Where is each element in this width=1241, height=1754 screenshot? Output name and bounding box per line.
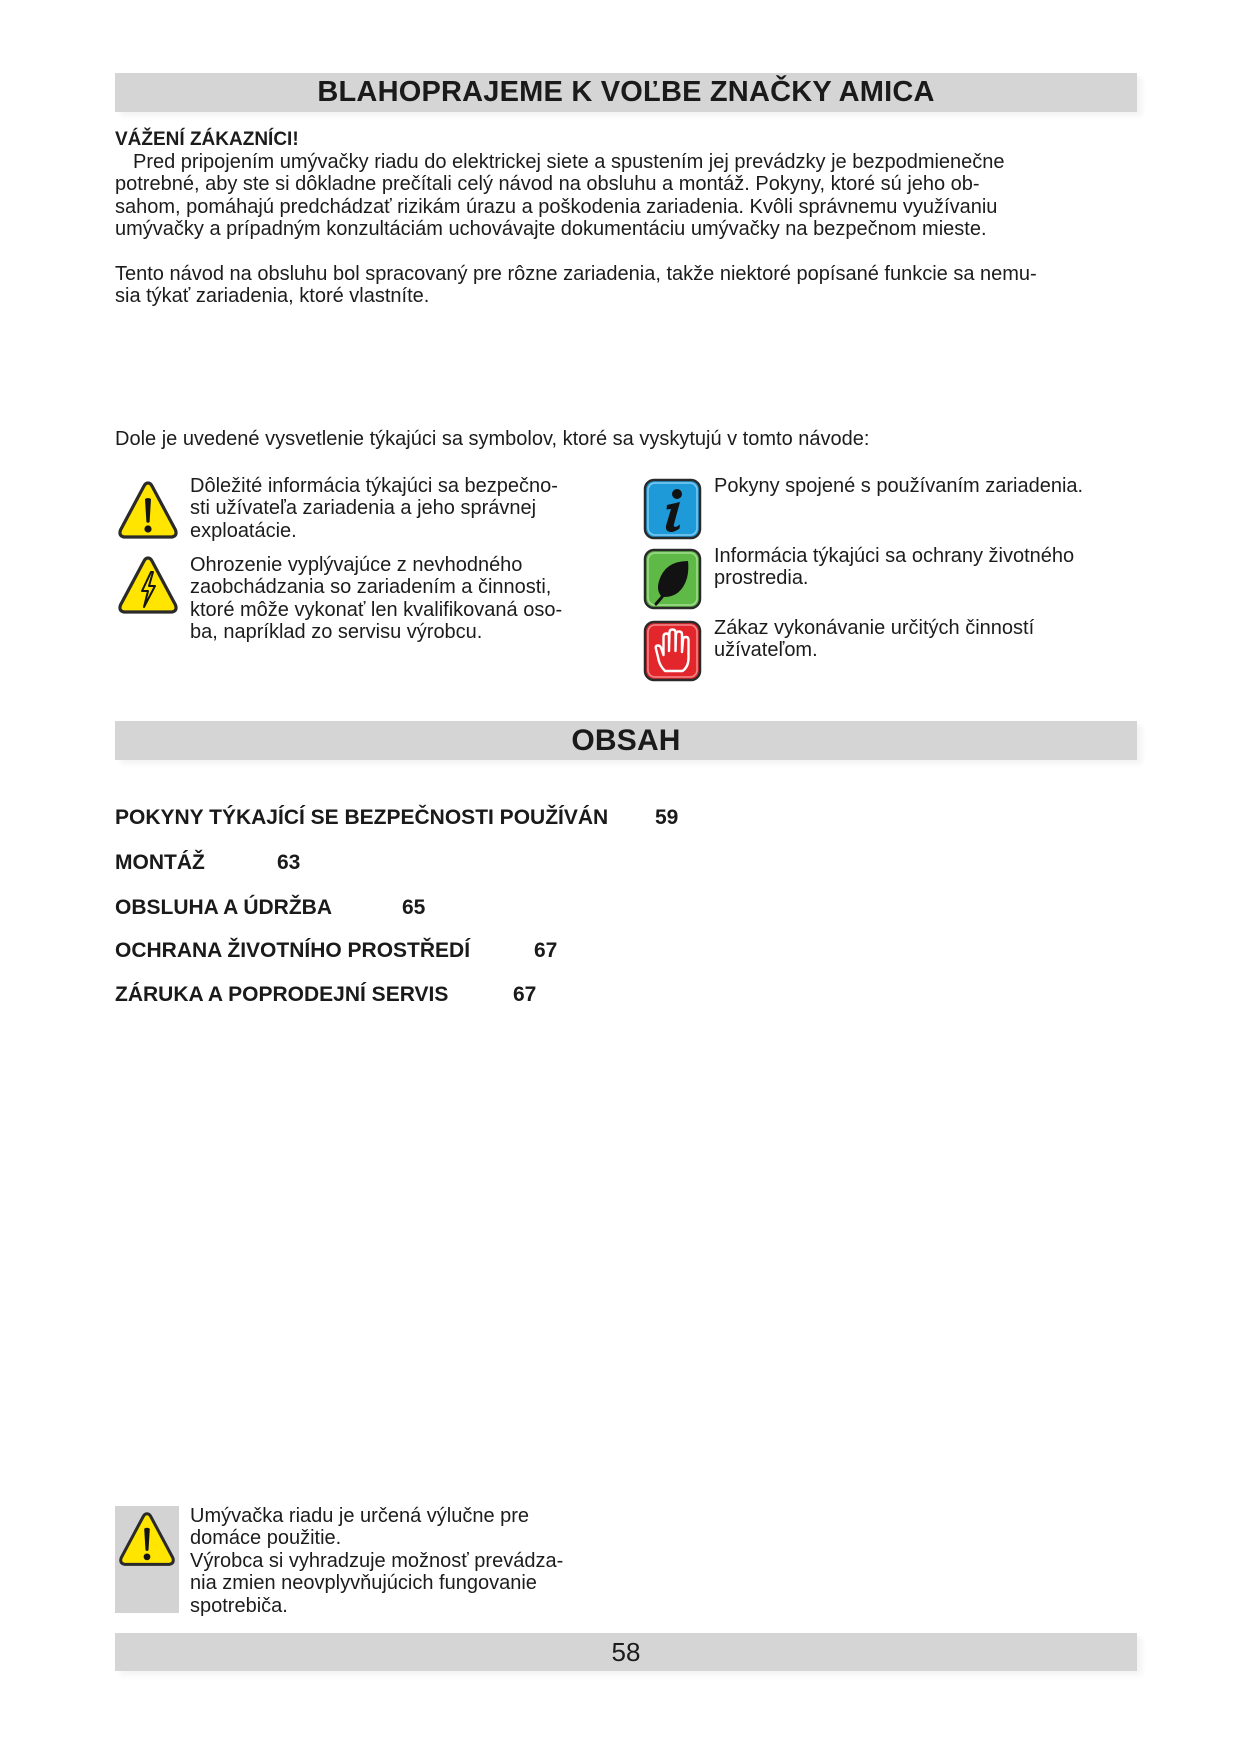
paragraph-line: umývačky a prípadným konzultáciám uchovávajte dokumentáciu umývačky na bezpečnom mieste.: [115, 218, 987, 241]
toc-item-label: POKYNY TÝKAJÍCÍ SE BEZPEČNOSTI POUŽÍVÁN: [115, 806, 609, 829]
note-line: Umývačka riadu je určená výlučne pre: [190, 1505, 530, 1527]
note-text: [190, 1505, 563, 1617]
symbol-description-usage: [714, 475, 1083, 497]
note-line: spotrebiča.: [190, 1594, 288, 1617]
symbol-line: Ohrozenie vyplývajúce z nevhodného: [190, 554, 523, 576]
symbol-line: prostredia.: [714, 567, 809, 590]
page-number: 58: [611, 1637, 641, 1667]
warning-icon: [117, 478, 179, 542]
note-line: nia zmien neovplyvňujúcich fungovanie: [190, 1572, 537, 1595]
header-bar: [115, 73, 1137, 112]
paragraph-line: potrebné, aby ste si dôkladne prečítali celý návod na obsluhu a montáž. Pokyny, ktoré sú jeho ob-: [115, 173, 980, 196]
toc-item-label: ZÁRUKA A POPRODEJNÍ SERVIS: [115, 983, 449, 1006]
page-title: BLAHOPRAJEME K VOĽBE ZNAČKY AMICA: [317, 76, 935, 108]
contents-bar: [115, 721, 1137, 760]
warning-icon: [116, 1509, 178, 1569]
toc-item-page: 59: [655, 806, 679, 829]
symbol-line: Pokyny spojené s používaním zariadenia.: [714, 475, 1084, 497]
electric-hazard-icon: [117, 553, 179, 617]
symbol-line: Dôležité informácia týkajúci sa bezpečno-: [190, 475, 558, 497]
toc-item-label: OBSLUHA A ÚDRŽBA: [115, 896, 332, 919]
symbol-line: exploatácie.: [190, 519, 297, 542]
toc-item-page: 65: [402, 896, 426, 919]
intro-paragraph: [115, 151, 1005, 241]
symbol-description-environment: [714, 545, 1074, 590]
note-line: domáce použitie.: [190, 1527, 342, 1550]
toc-item-page: 67: [513, 983, 537, 1006]
symbol-line: užívateľom.: [714, 639, 818, 662]
paragraph-line: sia týkať zariadenia, ktoré vlastníte.: [115, 285, 430, 308]
symbol-line: Zákaz vykonávanie určitých činností: [714, 617, 1035, 639]
note-icon-box: [115, 1506, 179, 1613]
paragraph-line: Tento návod na obsluhu bol spracovaný pre rôzne zariadenia, takže niektoré popísané funkcie sa nemu-: [115, 263, 1037, 285]
toc-item-label: OCHRANA ŽIVOTNÍHO PROSTŘEDÍ: [115, 939, 471, 962]
symbol-line: zaobchádzania so zariadením a činnosti,: [190, 576, 552, 599]
disclaimer-paragraph: [115, 263, 1037, 308]
stop-hand-icon: [643, 620, 702, 682]
symbol-description-hazard: [190, 554, 562, 644]
footer-bar: [115, 1633, 1137, 1671]
symbols-intro: Dole je uvedené vysvetlenie týkajúci sa symbolov, ktoré sa vyskytujú v tomto návode:: [115, 428, 870, 450]
symbol-description-prohibition: [714, 617, 1034, 662]
toc-item-page: 63: [277, 851, 301, 874]
symbol-line: Informácia týkajúci sa ochrany životného: [714, 545, 1075, 567]
paragraph-line: Pred pripojením umývačky riadu do elektrickej siete a spustením jej prevádzky je bezpodmienečne: [133, 151, 1005, 173]
symbol-line: sti užívateľa zariadenia a jeho správnej: [190, 497, 537, 520]
symbol-line: ba, napríklad zo servisu výrobcu.: [190, 621, 483, 644]
leaf-icon: [643, 548, 702, 610]
contents-title: OBSAH: [571, 724, 681, 757]
note-line: Výrobca si vyhradzuje možnosť prevádza-: [190, 1549, 564, 1572]
symbol-line: ktoré môže vykonať len kvalifikovaná oso-: [190, 598, 563, 621]
greeting-heading: VÁŽENÍ ZÁKAZNÍCI!: [115, 129, 299, 150]
toc-item-label: MONTÁŽ: [115, 851, 205, 874]
toc-item-page: 67: [534, 939, 558, 962]
paragraph-line: sahom, pomáhajú predchádzať rizikám úrazu a poškodenia zariadenia. Kvôli správnemu využívaniu: [115, 195, 998, 218]
symbol-description-safety: [190, 475, 558, 542]
info-icon: [643, 478, 702, 540]
